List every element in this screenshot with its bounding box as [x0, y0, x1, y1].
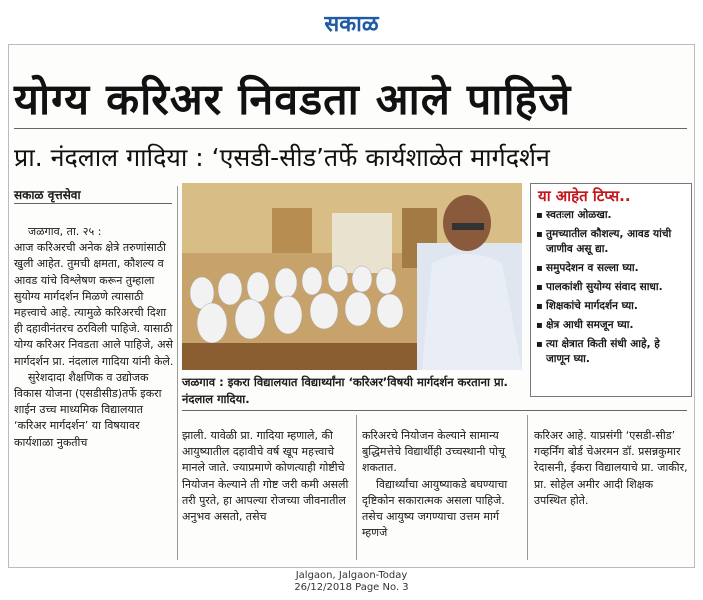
article-headline: योग्य करिअर निवडता आले पाहिजे: [14, 75, 572, 125]
caption-divider: [182, 410, 687, 411]
tip-item: ▪ तुमच्यातील कौशल्य, आवड यांची जाणीव असू द्या.: [536, 227, 686, 257]
article-column-4: करिअर आहे. याप्रसंगी ‘एसडी-सीड’ गव्हर्निंग बोर्ड चेअरमन डॉ. प्रसन्नकुमार रेदासनी, ईकरा विद्यालयाचे प्रा. जाकीर, प्रा. सोहेल अमीर आदी शिक्षक उपस्थित होते.: [534, 429, 688, 507]
column-3-paragraph-1: करिअरचे नियोजन केल्याने सामान्य बुद्धिमत्तेचे विद्यार्थीही उच्चस्थानी पोचू शकतात.: [362, 429, 506, 475]
headline-divider: [14, 128, 687, 129]
tips-title: या आहेत टिप्स..: [538, 187, 631, 205]
tip-item: ▪ त्या क्षेत्रात किती संधी आहे, हे जाणून घ्या.: [536, 337, 686, 367]
article-column-3: [362, 428, 522, 541]
column-divider: [177, 186, 178, 560]
photo-caption: जळगाव : इकरा विद्यालयात विद्यार्थ्यांना ‘करिअर’विषयी मार्गदर्शन करताना प्रा. नंदलाल गादिया.: [182, 375, 508, 406]
news-photo: [182, 183, 522, 370]
bureau-byline: सकाळ वृत्तसेवा: [14, 188, 81, 202]
column-1-paragraph-2: सुरेशदादा शैक्षणिक व उद्योजक विकास योजना (एसडीसीड)तर्फे इकरा शाईन उच्च माध्यमिक विद्यालयात ‘करिअर मार्गदर्शन’ या विषयावर कार्यशाळा नुकतीच: [14, 370, 162, 449]
article-subheadline: प्रा. नंदलाल गादिया : ‘एसडी-सीड’तर्फे कार्यशाळेत मार्गदर्शन: [14, 143, 550, 172]
footer-edition: Jalgaon, Jalgaon-Today: [295, 570, 408, 581]
article-column-2: झाली. यावेळी प्रा. गादिया म्हणाले, की आयुष्यातील दहावीचे वर्ष खूप महत्त्वाचे मानले जाते. ज्याप्रमाणे कोणत्याही गोष्टीचे नियोजन केल्याने ती गोष्ट जरी कमी असली तरी पुरते, हा आपल्या रोजच्या जीवनातील अनुभव असतो, तसेच: [182, 429, 349, 524]
classroom-photo: [182, 183, 522, 370]
page-footer: [0, 570, 703, 594]
tip-item: ▪ स्वतःला ओळखा.: [536, 208, 686, 223]
column-divider: [527, 415, 528, 560]
column-3-paragraph-2: विद्यार्थ्यांचा आयुष्याकडे बघण्याचा दृष्टिकोन सकारात्मक असला पाहिजे. तसेच आयुष्य जगण्याचा उत्तम मार्ग म्हणजे: [362, 477, 508, 540]
dateline: जळगाव, ता. २५ :: [28, 225, 102, 238]
column-divider: [356, 415, 357, 560]
byline-divider: [14, 203, 172, 204]
tip-item: ▪ क्षेत्र आधी समजून घ्या.: [536, 318, 686, 333]
newspaper-masthead: सकाळ: [324, 12, 379, 37]
tip-item: ▪ समुपदेशन व सल्ला घ्या.: [536, 261, 686, 276]
article-column-1: [14, 224, 174, 451]
tips-list: [536, 208, 686, 371]
tip-item: ▪ पालकांशी सुयोग्य संवाद साधा.: [536, 280, 686, 295]
column-1-paragraph-1: आज करिअरची अनेक क्षेत्रे तरुणांसाठी खुली आहेत. तुमची क्षमता, कौशल्य व आवड यांचे विश्लेषण करून तुम्हाला सुयोग्य मार्गदर्शन मिळणे त्यासाठी महत्त्वाचे आहे. त्यामुळे करिअरची दिशा ही दहावीनंतरच ठरविली पाहिजे. यासाठी योग्य करिअर निवडता आले पाहिजे, असे मार्गदर्शन प्रा. नंदलाल गादिया यांनी केले.: [14, 241, 174, 368]
footer-date-page: 26/12/2018 Page No. 3: [294, 582, 409, 593]
tip-item: ▪ शिक्षकांचे मार्गदर्शन घ्या.: [536, 299, 686, 314]
